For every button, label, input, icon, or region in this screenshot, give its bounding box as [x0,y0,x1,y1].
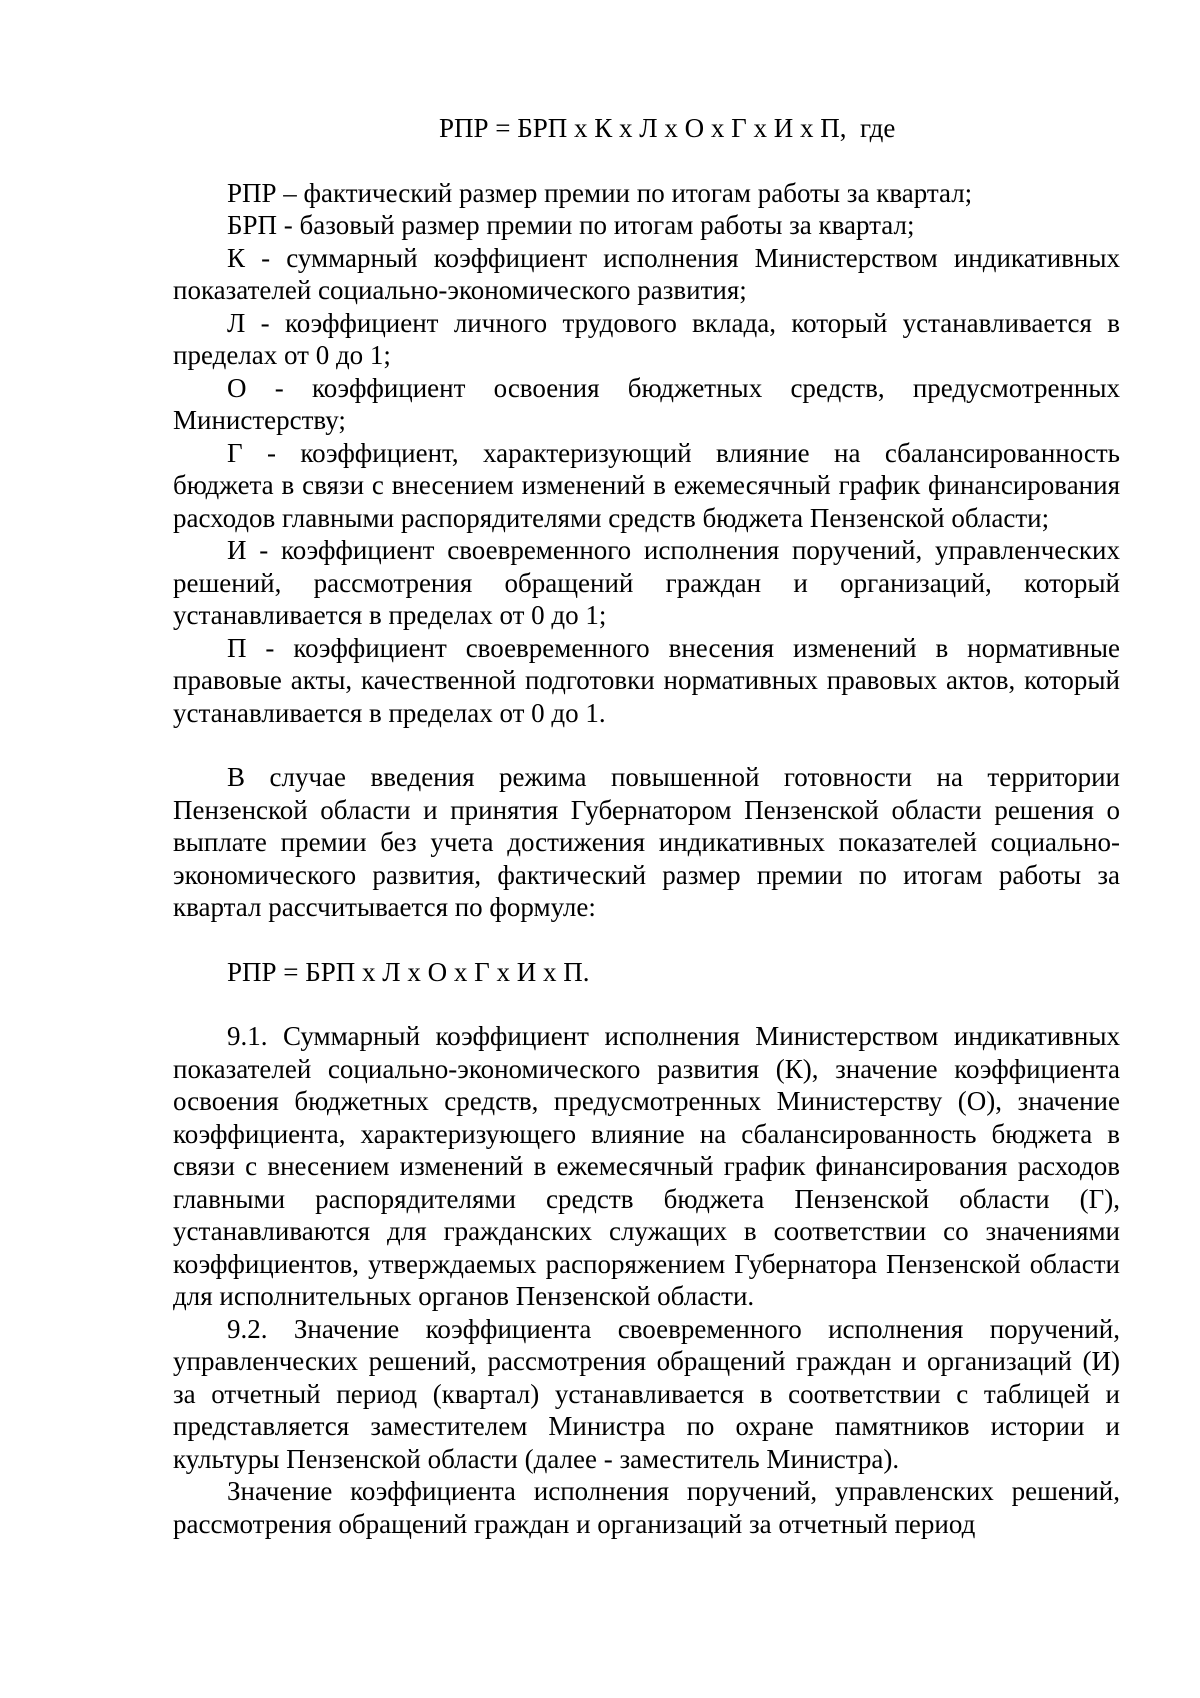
document-body [173,112,1120,1540]
definition-i: И - коэффициент своевременного исполнения поручений, управленческих решений, рассмотрения обращений граждан и организаций, который устанавливается в пределах от 0 до 1; [173,535,1120,630]
definition-o: О - коэффициент освоения бюджетных средств, предусмотренных Министерству; [173,372,1120,435]
section-9-2-continued: Значение коэффициента исполнения поручений, управленских решений, рассмотрения обращений граждан и организаций за отчетный период [173,1476,1120,1539]
definition-rpr: РПР – фактический размер премии по итогам работы за квартал; [227,177,973,208]
definition-g: Г - коэффициент, характеризующий влияние на сбалансированность бюджета в связи с внесением изменений в ежемесячный график финансирования расходов главными распорядителями средств бюджета Пензенской области; [173,437,1120,533]
definition-p: П - коэффициент своевременного внесения изменений в нормативные правовые акты, качественной подготовки нормативных правовых актов, который устанавливается в пределах от 0 до 1. [173,632,1120,728]
definition-k: К - суммарный коэффициент исполнения Министерством индикативных показателей социально-экономического развития; [173,242,1120,305]
section-9-2: 9.2. Значение коэффициента своевременного исполнения поручений, управленческих решений, рассмотрения обращений граждан и организаций (И) за отчетный период (квартал) устанавливается в соответствии с таблицей и представляется заместителем Министра по охране памятников истории и культуры Пензенской области (далее - заместитель Министра). [173,1313,1120,1474]
emergency-paragraph: В случае введения режима повышенной готовности на территории Пензенской области и принятия Губернатором Пензенской области решения о выплате премии без учета достижения индикативных показателей социально-экономического развития, фактический размер премии по итогам работы за квартал рассчитывается по формуле: [173,762,1120,922]
formula-alternative: РПР = БРП x Л x О x Г x И x П. [227,956,590,987]
section-9-1: 9.1. Суммарный коэффициент исполнения Министерством индикативных показателей социально-экономического развития (К), значение коэффициента освоения бюджетных средств, предусмотренных Министерству (О), значение коэффициента, характеризующего влияние на сбалансированность бюджета в связи с внесением изменений в ежемесячный график финансирования расходов главными распорядителями средств бюджета Пензенской области (Г), устанавливаются для гражданских служащих в соответствии со значениями коэффициентов, утверждаемых распоряжением Губернатора Пензенской области для исполнительных органов Пензенской области. [173,1021,1120,1311]
definition-brp: БРП - базовый размер премии по итогам работы за квартал; [227,210,915,240]
definition-l: Л - коэффициент личного трудового вклада, который устанавливается в пределах от 0 до 1; [173,307,1120,370]
formula-main: РПР = БРП x К x Л x О x Г x И x П, где [439,113,896,143]
